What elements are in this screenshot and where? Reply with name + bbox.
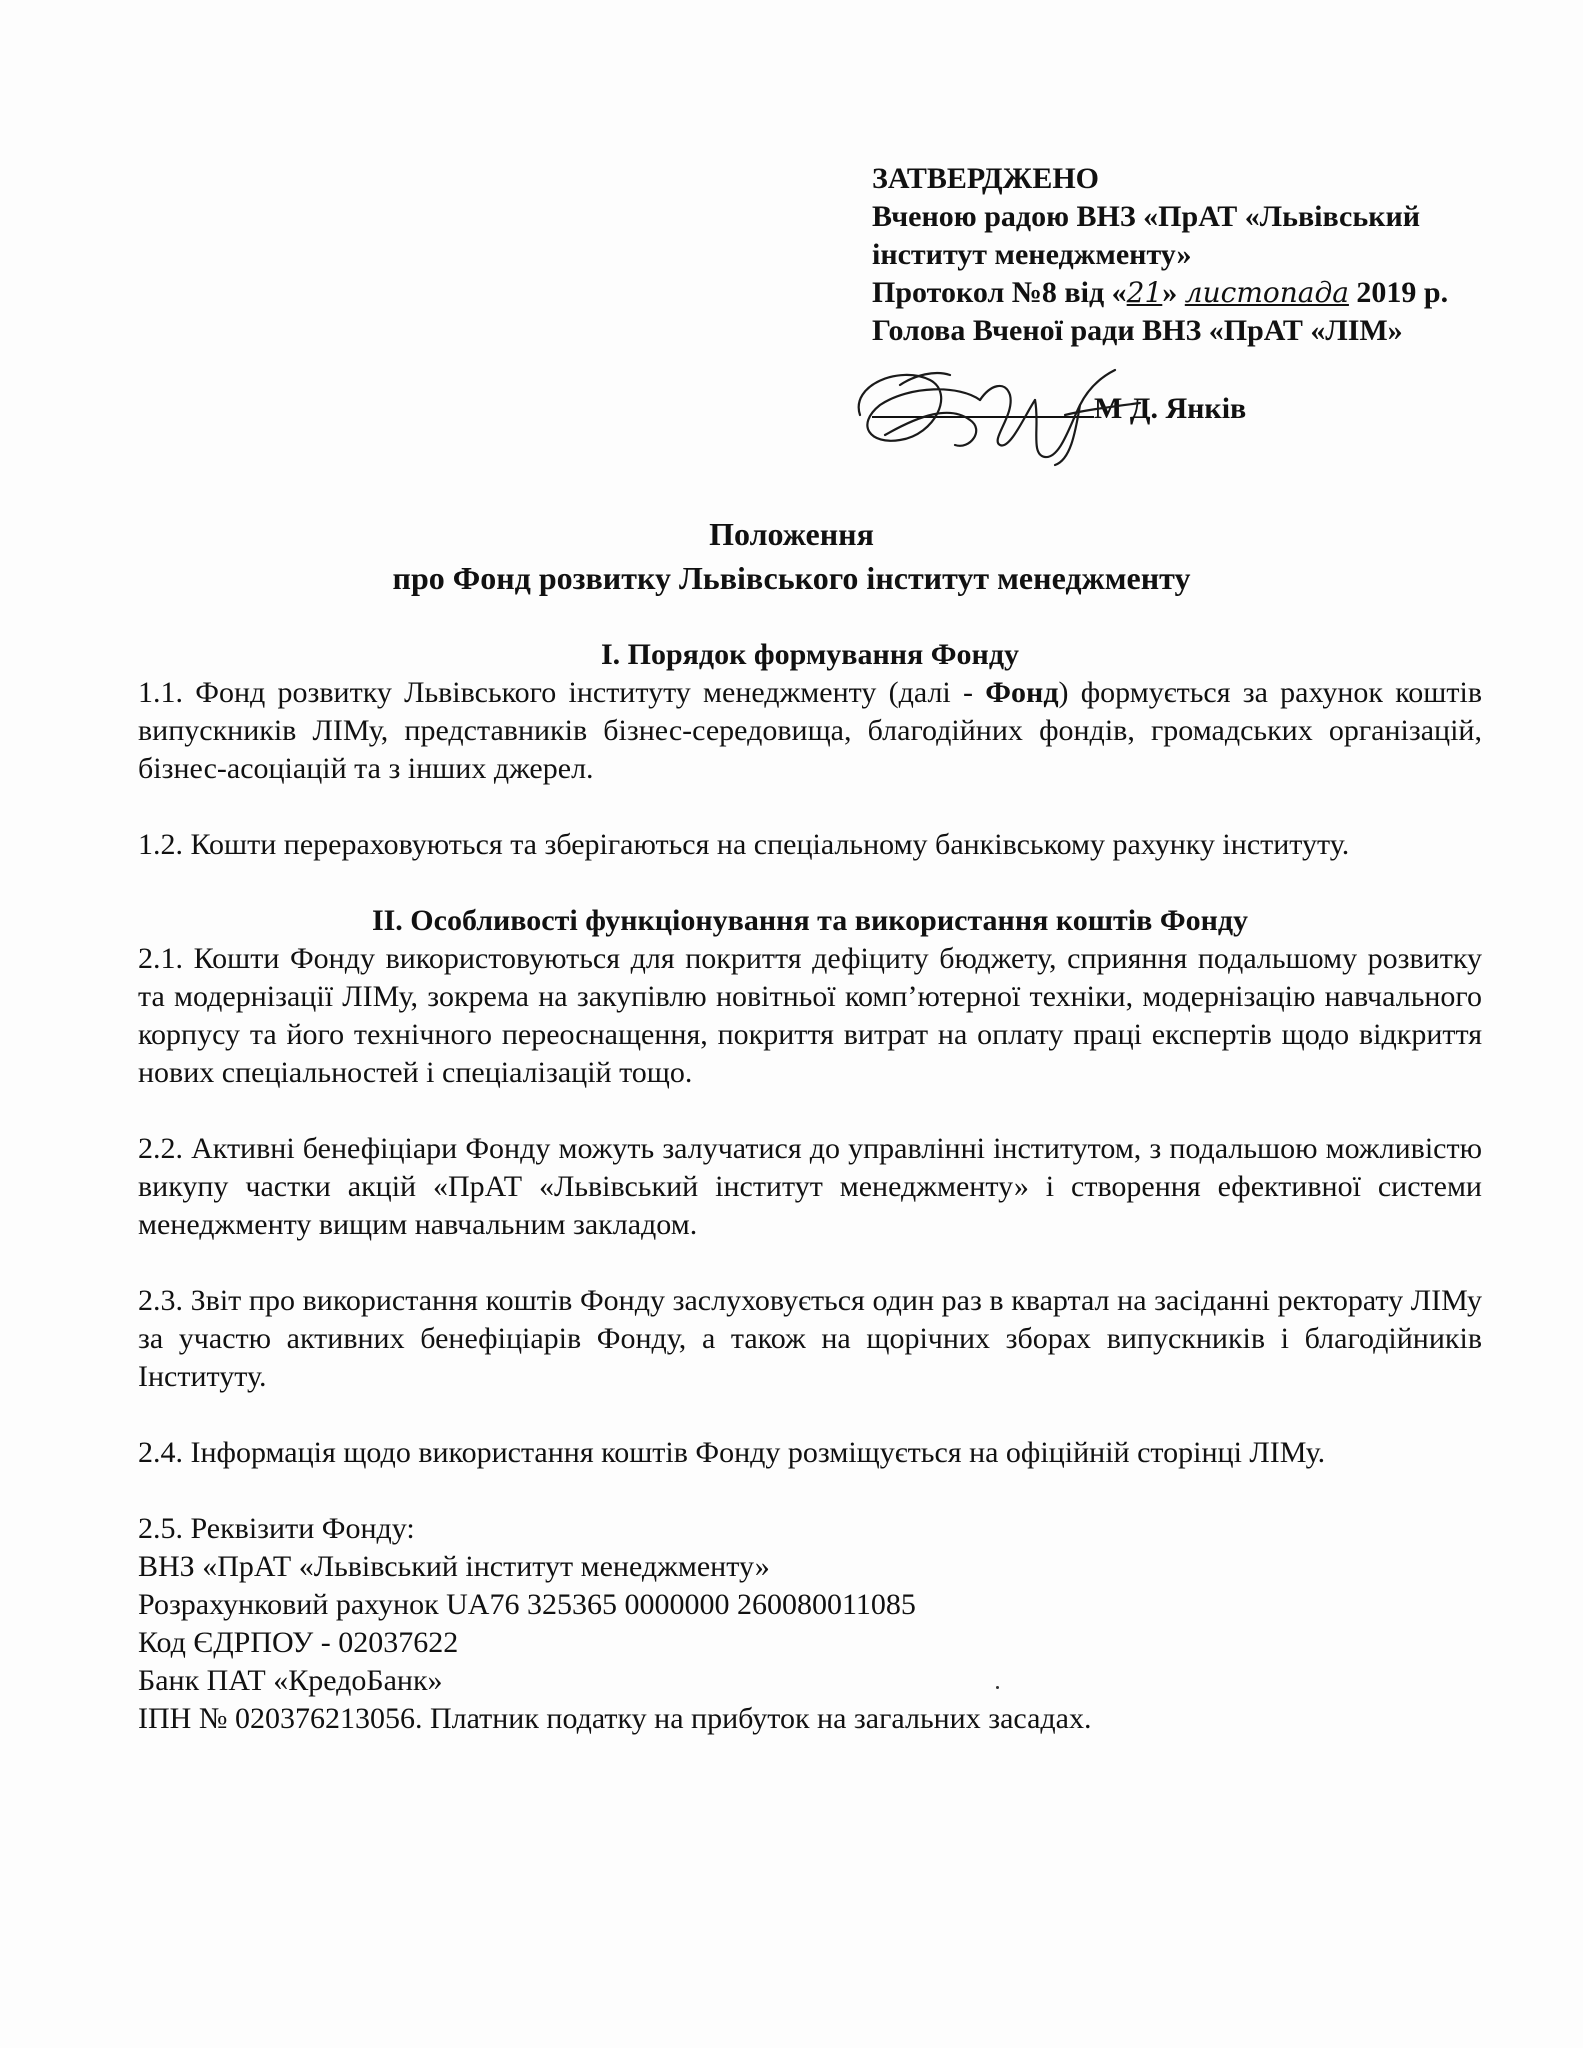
scan-speck bbox=[996, 1686, 999, 1689]
paragraph-2-5-heading: 2.5. Реквізити Фонду: bbox=[138, 1512, 415, 1545]
section-2-heading: ІІ. Особливості функціонування та використання коштів Фонду bbox=[371, 904, 1249, 937]
approval-institute-line: інститут менеджменту» bbox=[872, 238, 1192, 271]
spacer bbox=[138, 1396, 1482, 1434]
spacer bbox=[138, 1244, 1482, 1282]
detail-edrpou: Код ЄДРПОУ - 02037622 bbox=[138, 1626, 459, 1659]
spacer bbox=[138, 1092, 1482, 1130]
protocol-mid: » bbox=[1162, 276, 1185, 309]
document-body bbox=[138, 636, 1482, 1738]
detail-institution: ВНЗ «ПрАТ «Львівський інститут менеджменту» bbox=[138, 1550, 770, 1583]
approval-council-line: Вченою радою ВНЗ «ПрАТ «Львівський bbox=[872, 200, 1421, 233]
paragraph-1-1-start: 1.1. Фонд розвитку Львівського інституту менеджменту (далі - bbox=[138, 676, 986, 709]
detail-bank: Банк ПАТ «КредоБанк» bbox=[138, 1664, 443, 1697]
approval-chairman-line: Голова Вченої ради ВНЗ «ПрАТ «ЛІМ» bbox=[872, 314, 1403, 347]
approval-protocol-line bbox=[872, 274, 1512, 312]
approval-block bbox=[872, 160, 1512, 350]
paragraph-1-2: 1.2. Кошти перераховуються та зберігаються на спеціальному банківському рахунку інституту. bbox=[138, 828, 1350, 861]
paragraph-1-1 bbox=[138, 674, 1482, 788]
handwritten-signature bbox=[840, 345, 1170, 475]
section-1-heading: І. Порядок формування Фонду bbox=[600, 638, 1020, 671]
document-title bbox=[0, 512, 1583, 600]
title-line-2: про Фонд розвитку Львівського інститут менеджменту bbox=[392, 560, 1191, 596]
paragraph-2-1: 2.1. Кошти Фонду використовуються для покриття дефіциту бюджету, сприяння подальшому розвитку та модернізації ЛІМу, зокрема на закупівлю новітньої комп’ютерної техніки, модернізацію навчального корпусу та його технічного переоснащення, покриття витрат на оплату праці експертів щодо відкриття нових спеціальностей і спеціалізацій тощо. bbox=[138, 942, 1482, 1089]
title-line-1: Положення bbox=[709, 516, 874, 552]
protocol-suffix: 2019 р. bbox=[1348, 276, 1449, 309]
protocol-month: листопада bbox=[1184, 276, 1349, 309]
paragraph-1-1-end: ) формується за рахунок коштів випускників ЛІМу, представників бізнес-середовища, благодійних фондів, громадських організацій, бізнес-асоціацій та з інших джерел. bbox=[138, 676, 1482, 785]
paragraph-2-4: 2.4. Інформація щодо використання коштів Фонду розміщується на офіційній сторінці ЛІМу. bbox=[138, 1436, 1326, 1469]
protocol-prefix: Протокол №8 від « bbox=[872, 276, 1127, 309]
paragraph-2-3: 2.3. Звіт про використання коштів Фонду заслуховується один раз в квартал на засіданні ректорату ЛІМу за участю активних бенефіціарів Фонду, а також на щорічних зборах випускників і благодійників Інституту. bbox=[138, 1284, 1482, 1393]
signer-name: М Д. Янків bbox=[1094, 392, 1247, 425]
spacer bbox=[138, 864, 1482, 902]
approval-heading: ЗАТВЕРДЖЕНО bbox=[872, 162, 1099, 195]
spacer bbox=[138, 788, 1482, 826]
spacer bbox=[138, 1472, 1482, 1510]
protocol-day: 21 bbox=[1126, 276, 1163, 309]
detail-tax-id: ІПН № 020376213056. Платник податку на прибуток на загальних засадах. bbox=[138, 1702, 1092, 1735]
paragraph-2-2: 2.2. Активні бенефіціари Фонду можуть залучатися до управлінні інститутом, з подальшою можливістю викупу частки акцій «ПрАТ «Львівський інститут менеджменту» і створення ефективної системи менеджменту вищим навчальним закладом. bbox=[138, 1132, 1482, 1241]
detail-account: Розрахунковий рахунок UA76 325365 0000000 260080011085 bbox=[138, 1588, 916, 1621]
paragraph-1-1-fund: Фонд bbox=[985, 676, 1059, 709]
